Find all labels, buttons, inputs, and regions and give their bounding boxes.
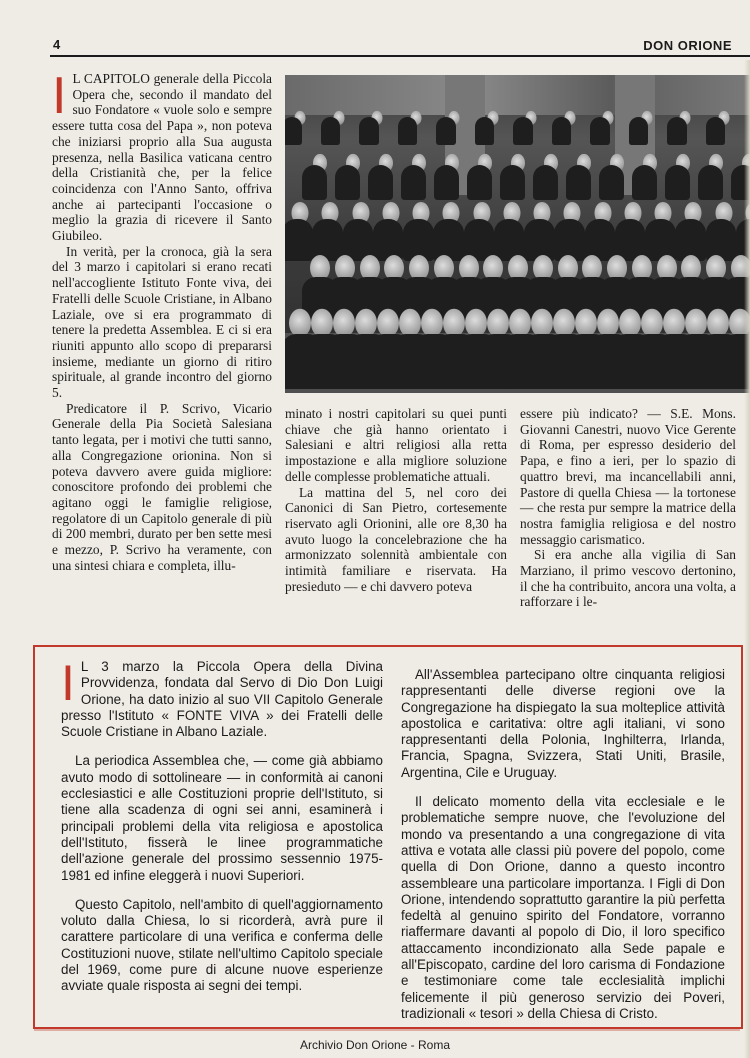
article-column-2 bbox=[285, 406, 507, 594]
article-paragraph bbox=[52, 67, 272, 244]
article-paragraph: La mattina del 5, nel coro dei Canonici di San Pietro, cortesemente riservato agli Orionini, alle ore 8,30 ha avuto luogo la concelebrazione che ha armonizzato solennità ambientale con intimità familiare e riservata. Ha presieduto — e chi davvero poteva bbox=[285, 484, 507, 594]
person-body bbox=[433, 219, 464, 262]
person-body bbox=[513, 117, 533, 145]
paragraph-text: L 3 marzo la Piccola Opera della Divina Provvidenza, fondata dal Servo di Dio Don Luigi Orione, ha dato inizio al suo VII Capitolo Generale presso l'Istituto « FONTE VIVA » dei Fratelli delle Scuole Cristiane in Albano Laziale. bbox=[61, 659, 383, 740]
box-shadow-stripe bbox=[34, 1027, 740, 1031]
person-body bbox=[665, 165, 690, 200]
person-body bbox=[321, 117, 341, 145]
article-paragraph: Predicatore il P. Scrivo, Vicario Generale della Pia Società Salesiana tanto legata, per i motivi che tutti sanno, alla Congregazione orionina. Non si poteva davvero avere guida migliore: conoscitore profondo dei problemi che agitano oggi le famiglie religiose, regolatore di un Capitolo generale di più di 200 membri, durato per ben sette mesi e mezzo, P. Scrivo ha veramente, con una sintesi chiara e completa, illu- bbox=[52, 400, 272, 573]
article-paragraph: minato i nostri capitolari su quei punti chiave che già hanno orientato i Salesiani e altri religiosi alla retta impostazione e alla migliore soluzione delle complesse problematiche attuali. bbox=[285, 406, 507, 484]
person-head bbox=[509, 309, 531, 338]
person-body bbox=[335, 165, 360, 200]
article-paragraph: In verità, per la cronoca, già la sera del 3 marzo i capitolari si erano recati nell'accogliente Istituto Fonte viva, dei Fratelli delle Scuole Cristiane, in Albano Laziale, ove si era programmato di tenere la predetta Assemblea. E ci si era riuniti appunto allo scopo di prepararsi insieme, mediante un giorno di ritiro spirituale, al grande incontro del giorno 5. bbox=[52, 243, 272, 401]
person-body bbox=[285, 219, 313, 262]
person-head bbox=[553, 309, 575, 338]
person-body bbox=[667, 117, 687, 145]
person-body bbox=[500, 165, 525, 200]
person-head bbox=[355, 309, 377, 338]
box-column-left bbox=[61, 655, 383, 1008]
drop-cap: I bbox=[61, 655, 75, 711]
person-head bbox=[487, 309, 509, 338]
person-body bbox=[475, 117, 495, 145]
person-body bbox=[401, 165, 426, 200]
person-body bbox=[368, 165, 393, 200]
person-head bbox=[707, 309, 729, 338]
person-body bbox=[632, 165, 657, 200]
header-rule bbox=[50, 55, 750, 57]
announcement-box bbox=[33, 645, 743, 1029]
group-photo bbox=[285, 75, 750, 393]
box-paragraph bbox=[61, 655, 383, 740]
person-head bbox=[641, 309, 663, 338]
person-body bbox=[533, 165, 558, 200]
article-column-1 bbox=[52, 67, 272, 574]
person-head bbox=[597, 309, 619, 338]
person-head bbox=[421, 309, 443, 338]
person-head bbox=[377, 309, 399, 338]
person-body bbox=[302, 165, 327, 200]
person-body bbox=[359, 117, 379, 145]
person-body bbox=[645, 219, 676, 262]
person-head bbox=[311, 309, 333, 338]
person-head bbox=[663, 309, 685, 338]
person-body bbox=[706, 219, 737, 262]
box-column-right bbox=[401, 667, 725, 1035]
person-head bbox=[465, 309, 487, 338]
box-paragraph: Il delicato momento della vita ecclesiale e le problematiche sempre nuove, che l'evoluzione del mondo va presentando a una congregazione di vita attiva e votata alle classi più povere del popolo, come quella di Don Orione, danno a questo incontro assembleare una particolare importanza. I Figli di Don Orione, intendendo soprattutto garantire la più perfetta fedeltà al genuino spirito del Fondatore, vorranno riaffermare davanti al popolo di Dio, il loro specifico attaccamento incondizionato alla Sede papale e all'Episcopato, cardine del loro carisma di Fondazione e testimoniare come tale ecclesialità implichi felicemente il più generoso servizio dei Poveri, tradizionali « tesori » della Chiesa di Cristo. bbox=[401, 794, 725, 1021]
person-head bbox=[289, 309, 311, 338]
person-body bbox=[590, 117, 610, 145]
page-number: 4 bbox=[53, 37, 61, 52]
person-body bbox=[629, 117, 649, 145]
paragraph-text: L CAPITOLO generale della Piccola Opera che, secondo il mandato del suo Fondatore « vuole solo e sempre essere tutta cosa del Papa », non poteva che iniziarsi proprio alla Sua augusta presenza, nella Basilica vaticana centro della Cristianità che, per la felice coincidenza con l'Anno Santo, offriva anche ai partecipanti l'occasione o meglio la grazia di ricevere il Santo Giubileo. bbox=[52, 71, 272, 244]
person-head bbox=[531, 309, 553, 338]
person-body bbox=[373, 219, 404, 262]
person-head bbox=[443, 309, 465, 338]
person-body bbox=[566, 165, 591, 200]
archive-footer: Archivio Don Orione - Roma bbox=[299, 1038, 451, 1052]
box-paragraph: All'Assemblea partecipano oltre cinquanta religiosi rappresentanti delle diverse regioni ove la Congregazione ha dispiegato la sua molteplice attività apostolica e caritativa: oltre agli italiani, vi sono rappresentanti della Polonia, Inghilterra, Irlanda, Francia, Spagna, Svizzera, Stati Uniti, Brasile, Argentina, Cile e Uruguay. bbox=[401, 667, 725, 780]
person-head bbox=[575, 309, 597, 338]
person-body bbox=[398, 117, 418, 145]
photo-background bbox=[285, 75, 750, 115]
drop-cap: I bbox=[52, 67, 67, 125]
person-body bbox=[285, 117, 302, 145]
page-edge bbox=[744, 60, 750, 1058]
article-paragraph: essere più indicato? — S.E. Mons. Giovanni Canestri, nuovo Vice Gerente di Roma, per espresso desiderio del Papa, e fino a ieri, per lo spazio di quattro brevi, ma incancellabili anni, Pastore di quella Chiesa — la tortonese — che resta pur sempre la matrice della nostra famiglia religiosa e del nostro messaggio carismatico. bbox=[520, 406, 736, 547]
person-head bbox=[685, 309, 707, 338]
box-paragraph: La periodica Assemblea che, — come già abbiamo avuto modo di sottolineare — in conformità ai canoni ecclesiastici e alle Costituzioni proprie dell'Istituto, si tiene alla scadenza di ogni sei anni, esaminerà i principali problemi della vita religiosa e apostolica dell'Istituto, fisserà le linee programmatiche dell'azione generale del prossimo sessennio 1975-1981 ed infine eleggerà i nuovi Superiori. bbox=[61, 753, 383, 883]
person-body bbox=[599, 165, 624, 200]
article-column-3 bbox=[520, 406, 736, 610]
person-body bbox=[436, 117, 456, 145]
person-head bbox=[619, 309, 641, 338]
person-body bbox=[434, 165, 459, 200]
person-body bbox=[698, 165, 723, 200]
person-head bbox=[333, 309, 355, 338]
person-body bbox=[467, 165, 492, 200]
person-body bbox=[552, 117, 572, 145]
publication-title: DON ORIONE bbox=[643, 38, 732, 53]
box-paragraph: Questo Capitolo, nell'ambito di quell'aggiornamento voluto dalla Chiesa, lo si ricorderà, avrà pure il carattere particolare di una verifica e conferma delle Costituzioni nuove, stilate nell'ultimo Capitolo speciale del 1969, come pure di alcune nuove esperienze avviate quale risposta ai segni dei tempi. bbox=[61, 896, 383, 994]
person-body bbox=[706, 117, 726, 145]
article-paragraph: Si era anche alla vigilia di San Marziano, il primo vescovo dertonino, il che ha contribuito, ancora una volta, a rafforzare i le- bbox=[520, 547, 736, 610]
person-head bbox=[399, 309, 421, 338]
